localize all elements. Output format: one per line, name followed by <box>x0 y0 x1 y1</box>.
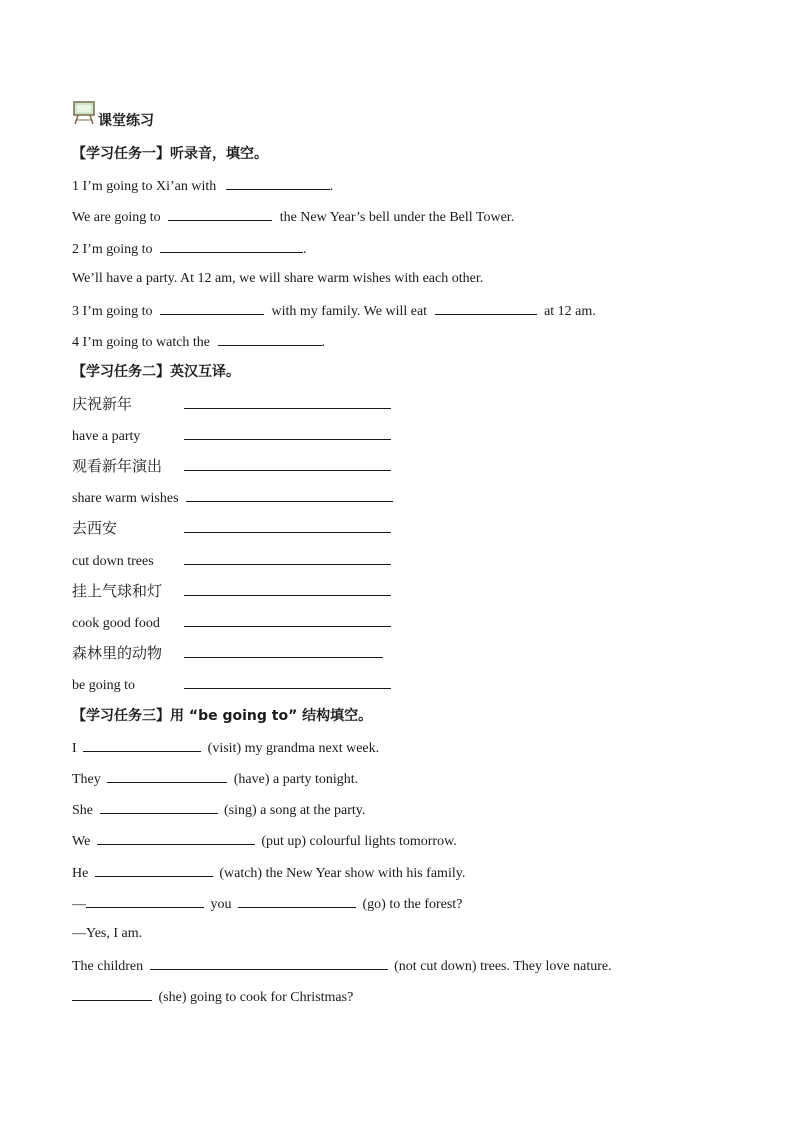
line-text: at 12 am. <box>544 304 596 319</box>
task3-line: —Yes, I am. <box>72 926 143 941</box>
term-row <box>72 394 391 416</box>
line-text: She <box>72 803 93 818</box>
answer-blank[interactable] <box>184 674 391 689</box>
line-text: 3 I’m going to <box>72 304 153 319</box>
answer-blank[interactable] <box>168 206 272 221</box>
answer-blank[interactable] <box>184 550 391 565</box>
answer-blank[interactable] <box>97 830 255 845</box>
line-text: 1 I’m going to Xi’an with <box>72 179 217 194</box>
term-row <box>72 518 391 540</box>
line-text: (have) a party tonight. <box>233 772 359 787</box>
answer-blank[interactable] <box>86 893 204 908</box>
task3-line <box>72 830 457 852</box>
term-row <box>72 425 391 447</box>
task3-heading: 【学习任务三】用 “be going to” 结构填空。 <box>72 708 373 724</box>
term-label: cook good food <box>72 616 160 631</box>
answer-blank[interactable] <box>100 799 218 814</box>
line-text: We <box>72 834 91 849</box>
task1-line-5 <box>72 300 596 322</box>
line-text: . <box>329 179 334 194</box>
task3-line <box>72 862 465 884</box>
task3-line <box>72 768 358 790</box>
term-row <box>72 487 393 509</box>
line-text: . <box>303 242 307 257</box>
line-text: He <box>72 866 89 881</box>
line-text: with my family. We will eat <box>271 304 428 319</box>
answer-blank[interactable] <box>218 331 322 346</box>
line-text: you <box>210 897 232 912</box>
task1-line-3 <box>72 238 307 260</box>
line-text: The children <box>72 959 144 974</box>
answer-blank[interactable] <box>107 768 227 783</box>
answer-blank[interactable] <box>150 955 388 970</box>
answer-blank[interactable] <box>184 394 391 409</box>
answer-blank[interactable] <box>184 581 391 596</box>
term-label: share warm wishes <box>72 491 179 506</box>
answer-blank[interactable] <box>184 425 391 440</box>
line-text: (visit) my grandma next week. <box>207 741 380 756</box>
term-label: have a party <box>72 429 141 444</box>
task1-heading: 【学习任务一】听录音，填空。 <box>72 146 268 162</box>
answer-blank[interactable] <box>435 300 537 315</box>
blackboard-icon <box>73 101 95 125</box>
answer-blank[interactable] <box>226 175 330 190</box>
term-label: 挂上气球和灯 <box>72 582 163 600</box>
line-text: (put up) colourful lights tomorrow. <box>261 834 457 849</box>
task3-line <box>72 955 612 977</box>
line-text: — <box>72 897 86 912</box>
term-label: cut down trees <box>72 554 154 569</box>
term-label: 庆祝新年 <box>72 395 133 413</box>
term-row <box>72 643 383 665</box>
line-text: 2 I’m going to <box>72 242 153 257</box>
term-label: 森林里的动物 <box>72 644 163 662</box>
answer-blank[interactable] <box>160 300 264 315</box>
task3-line <box>72 799 365 821</box>
answer-blank[interactable] <box>184 456 391 471</box>
term-label: 观看新年演出 <box>72 457 163 475</box>
line-text: (not cut down) trees. They love nature. <box>394 959 612 974</box>
answer-blank[interactable] <box>184 643 383 658</box>
task2-heading: 【学习任务二】英汉互译。 <box>72 364 240 380</box>
answer-blank[interactable] <box>238 893 356 908</box>
task3-line <box>72 737 379 759</box>
answer-blank[interactable] <box>160 238 303 253</box>
answer-blank[interactable] <box>186 487 393 502</box>
line-text: We are going to <box>72 210 161 225</box>
task1-line-1 <box>72 175 333 197</box>
task1-line-2 <box>72 206 514 228</box>
task3-line <box>72 893 462 915</box>
answer-blank[interactable] <box>184 518 391 533</box>
line-text: (sing) a song at the party. <box>224 803 366 818</box>
answer-blank[interactable] <box>83 737 201 752</box>
answer-blank[interactable] <box>95 862 213 877</box>
line-text: 4 I’m going to watch the <box>72 335 211 350</box>
line-text: the New Year’s bell under the Bell Tower. <box>279 210 515 225</box>
term-row <box>72 550 391 572</box>
answer-blank[interactable] <box>184 612 391 627</box>
task1-line-4: We’ll have a party. At 12 am, we will share warm wishes with each other. <box>72 271 484 286</box>
task1-line-6 <box>72 331 325 353</box>
section-title: 课堂练习 <box>98 113 154 129</box>
term-row <box>72 674 391 696</box>
term-label: be going to <box>72 678 135 693</box>
line-text: They <box>72 772 101 787</box>
answer-blank[interactable] <box>72 986 152 1001</box>
term-row <box>72 612 391 634</box>
line-text: (watch) the New Year show with his family. <box>219 866 466 881</box>
term-row <box>72 581 391 603</box>
line-text: (go) to the forest? <box>362 897 463 912</box>
line-text: . <box>321 335 326 350</box>
line-text: (she) going to cook for Christmas? <box>158 990 354 1005</box>
line-text: I <box>72 741 77 756</box>
task3-line <box>72 986 353 1008</box>
term-row <box>72 456 391 478</box>
term-label: 去西安 <box>72 519 118 537</box>
